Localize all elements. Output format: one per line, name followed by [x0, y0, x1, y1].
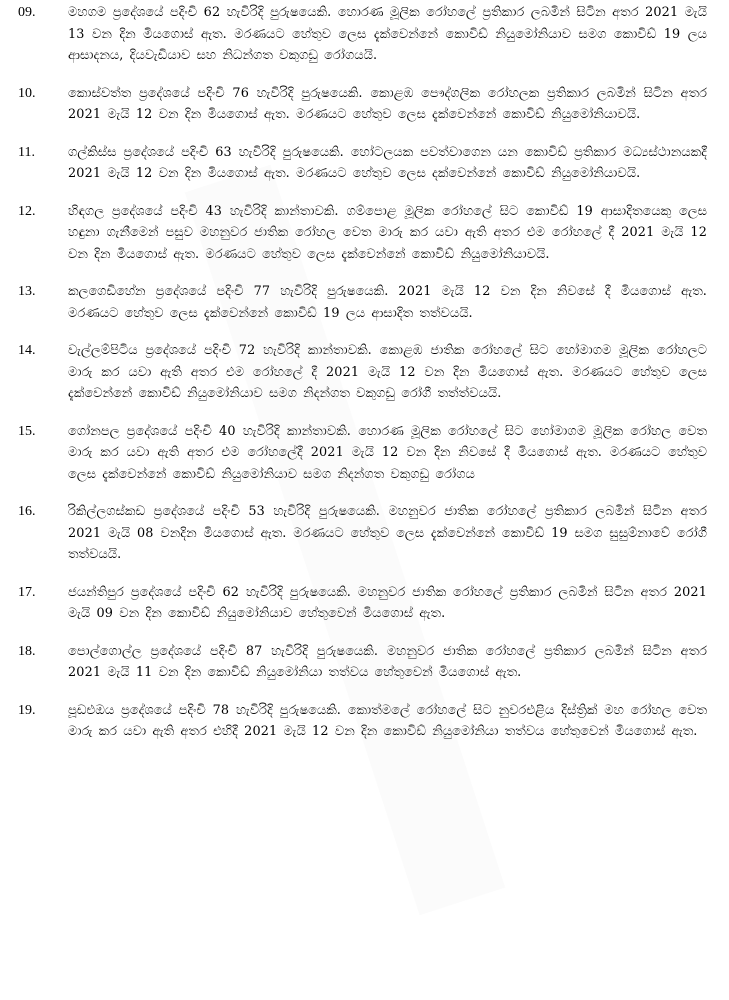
entry-text: වැල්ලම්පිටිය ප්‍රදේශයේ පදිංචි 72 හැවිරිදි කාන්තාවකි. කොළඹ ජාතික රෝහලේ සිට හෝමාගම මූලික රෝහලට මාරු කර යවා ඇති අතර එම රෝහලේ දී 2021 මැයි 12 වන දින මියගොස් ඇත. මරණයට හේතුව ලෙස දැක්වෙන්නේ කොවිඩ් නියුමෝනියාව සමග නිදන්ගත වකුගඩු රෝගී තත්ත්වයයි.	[68, 343, 707, 401]
entry-number: 17.	[18, 584, 36, 600]
entry-text: පොල්ගොල්ල ප්‍රදේශයේ පදිංචි 87 හැවිරිදි පුරුෂයෙකි. මහනුවර ජාතික රෝහලේ ප්‍රතිකාර ලබමින් සිටින අතර 2021 මැයි 11 වන දින කොවිඩ් නියුමෝනියා තත්වය හේතුවෙන් මියගොස් ඇත.	[68, 643, 707, 680]
entry-text: ජයන්තිපුර ප්‍රදේශයේ පදිංචි 62 හැවිරිදි පුරුෂයෙකි. මහනුවර ජාතික රෝහලේ ප්‍රතිකාර ලබමින් සිටින අතර 2021 මැයි 09 වන දින කොවිඩ් නියුමෝනියාව හේතුවෙන් මියගොස් ඇත.	[68, 584, 707, 621]
entry-text: රිකිල්ලගස්කඩ ප්‍රදේශයේ පදිංචි 53 හැවිරිදි පුරුෂයෙකි. මහනුවර ජාතික රෝහලේ ප්‍රතිකාර ලබමින් සිටින අතර 2021 මැයි 08 වනදින මියගොස් ඇත. මරණයට හේතුව ලෙස දැක්වෙන්නේ කොවිඩ් 19 සමග සුසුම්නාවේ රෝගී තත්වයයි.	[68, 504, 707, 562]
list-item	[18, 582, 707, 625]
entry-number: 11.	[18, 144, 35, 160]
entry-number: 14.	[18, 343, 36, 358]
list-item	[18, 2, 707, 67]
entry-number: 10.	[18, 85, 36, 101]
entry-number: 18.	[18, 643, 36, 659]
entry-number: 15.	[18, 423, 36, 439]
entry-number: 13.	[18, 284, 36, 299]
list-item	[18, 201, 707, 266]
list-item	[18, 700, 707, 743]
list-item	[18, 421, 707, 486]
entry-text: මහගම ප්‍රදේශයේ පදිංචි 62 හැවිරිදි පුරුෂයෙකි. හොරණ මූලික රෝහලේ ප්‍රතිකාර ලබමින් සිටින අතර 2021 මැයි 13 වන දින මියගොස් ඇත. මරණයට හේතුව ලෙස දැක්වෙන්නේ කොවිඩ් නියුමෝනියාව සමග කොවිඩ් 19 ලය ආසාදනය, දියවැඩියාව සහ නිධන්ගත වකුගඩු රෝගයයි.	[68, 5, 707, 63]
entry-number: 19.	[18, 702, 36, 718]
list-item	[18, 83, 707, 126]
list-item	[18, 142, 707, 185]
entry-text: කොස්වත්ත ප්‍රදේශයේ පදිංචි 76 හැවිරිදි පුරුෂයෙකි. කොළඹ පෞද්ගලික රෝහලක ප්‍රතිකාර ලබමින් සිටින අතර 2021 මැයි 12 වන දින මියගොස් ඇත. මරණයට හේතුව ලෙස දැක්වෙන්නේ කොවිඩ් නියුමෝනියාවයි.	[68, 85, 707, 122]
entry-text: කලගෙඩිහේන ප්‍රදේශයේ පදිංචි 77 හැවිරිදි පුරුෂයෙකි. 2021 මැයි 12 වන දින නිවසේ දී මියගොස් ඇත. මරණයට හේතුව ලෙස දැක්වෙන්නේ කොවිඩ් 19 ලය ආසාදිත තත්වයයි.	[68, 284, 707, 321]
list-item	[18, 281, 707, 324]
entry-text: පූඩළුඔය ප්‍රදේශයේ පදිංචි 78 හැවිරිදි පුරුෂයෙකි. කොත්මලේ රෝහලේ සිට නුවරඑළිය දිස්ත්‍රික් මහ රෝහල වෙත මාරු කර යවා ඇති අතර එහිදී 2021 මැයි 12 වන දින කොවිඩ් නියුමෝනියා තත්වය හේතුවෙන් මියගොස් ඇත.	[68, 702, 707, 739]
entry-number: 12.	[18, 203, 36, 219]
list-item	[18, 501, 707, 566]
entry-number: 16.	[18, 504, 36, 519]
list-item	[18, 340, 707, 405]
entry-number: 09.	[18, 5, 36, 20]
entry-text: ගෝනපල ප්‍රදේශයේ පදිංචි 40 හැවිරිදි කාන්තාවකි. හොරණ මූලික රෝහලේ සිට හෝමාගම මූලික රෝහල වෙත මාරු කර යවා ඇති අතර එම රෝහලේදී 2021 මැයි 12 වන දින නිවසේ දී මියගොස් ඇත. මරණයට හේතුව ලෙස දැක්වෙන්නේ කොවිඩ් නියුමෝනියාව සමග නිදන්ගත වකුගඩු රෝගය	[68, 423, 707, 482]
list-item	[18, 641, 707, 684]
entry-text: හිඳගල ප්‍රදේශයේ පදිංචි 43 හැවිරිදි කාන්තාවකි. ගම්පොළ මූලික රෝහලේ සිට කොවිඩ් 19 ආසාදිතයෙකු ලෙස හඳුනා ගැනීමෙන් පසුව මහනුවර ජාතික රෝහල වෙත මාරු කර යවා ඇති අතර එම රෝහලේ දී 2021 මැයි 12 වන දින මියගොස් ඇත. මරණයට හේතුව ලෙස දැක්වෙන්නේ කොවිඩ් නියුමෝනියාවයි.	[68, 203, 707, 262]
entry-text: ගල්කිස්ස ප්‍රදේශයේ පදිංචි 63 හැවිරිදි පුරුෂයෙකි. හෝටලයක පවත්වාගෙන යන කොවිඩ් ප්‍රතිකාර මධ්‍යස්ථානයකදී 2021 මැයි 12 වන දින මියගොස් ඇත. මරණයට හේතුව ලෙස දක්වෙන්නේ කොවිඩ් නියුමෝනියාවයි.	[68, 144, 707, 181]
